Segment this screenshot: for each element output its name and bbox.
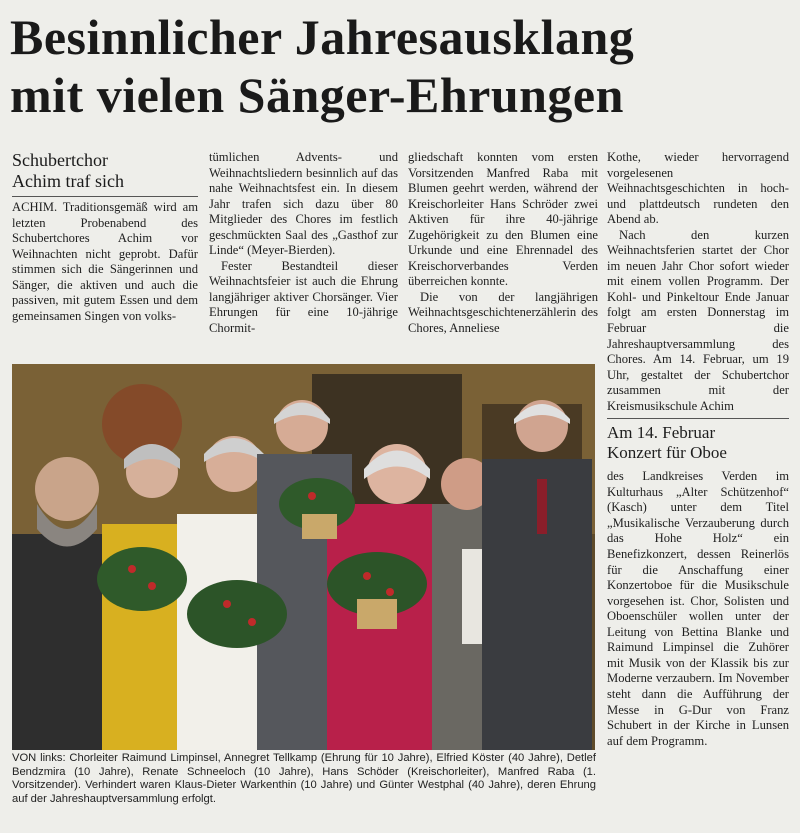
column-3-paragraph-1: gliedschaft konnten vom ersten Vorsitzenden Manfred Raba mit Blumen geehrt werden, während der Kreischorleiter Hans Schröder zwei Aktiven für ihre 40-jährige Zugehörigkeit zu den Blumen eine Urkunde und eine Ehrennadel des Kreischorverbandes Verden überreichen konnte. bbox=[408, 150, 598, 289]
photo-caption: VON links: Chorleiter Raimund Limpinsel, Annegret Tellkamp (Ehrung für 10 Jahre), Elfried Köster (40 Jahre), Detlef Bendzmira (10 Jahre), Renate Schneeloch (10 Jahre), Hans Schöder (Kreischorleiter), Manfred Raba (1. Vorsitzender). Verhindert waren Klaus-Dieter Warkenthin (10 Jahre) und Günter Westphal (40 Jahre), deren Ehrung auf der Jahreshauptversammlung erfolgt. bbox=[12, 752, 596, 805]
group-photo-illustration bbox=[12, 364, 595, 750]
column-1-text: ACHIM. Traditionsgemäß wird am letzten Probenabend des Schubertchores Achim vor Weihnachten nicht geprobt. Dafür stimmen sich die Sängerinnen und Sänger, die aktiven und auch die passiven, mit gutem Essen und dem gemeinsamen Singen von volks- bbox=[12, 200, 198, 323]
concert-subhead bbox=[607, 418, 789, 463]
subhead-rule bbox=[12, 196, 198, 197]
article-subhead bbox=[12, 150, 198, 192]
column-4-paragraph-2: Nach den kurzen Weihnachtsferien startet der Chor im neuen Jahr Chor sofort wieder mit einem vollen Programm. Der Kohl- und Pinkeltour Ende Januar folgt am ersten Donnerstag im Februar die Jahreshauptversammlung des Chores. Am 14. Februar, um 19 Uhr, gestaltet der Schubertchor zusammen mit der Kreismusikschule Achim bbox=[607, 227, 789, 413]
subhead-line-1: Schubertchor bbox=[12, 150, 108, 170]
subhead-line-2: Achim traf sich bbox=[12, 171, 124, 191]
concert-subhead-rule bbox=[607, 418, 789, 419]
column-2-paragraph-2: Fester Bestandteil dieser Weihnachtsfeier ist auch die Ehrung langjähriger aktiver Chorsänger. Vier Ehrungen für eine 10-jährige Chormit- bbox=[209, 258, 398, 336]
column-4-paragraph-1: Kothe, wieder hervorragend vorgelesenen Weihnachtsgeschichten in hoch- und plattdeutsch rundeten den Abend ab. bbox=[607, 150, 789, 227]
column-4 bbox=[607, 150, 789, 749]
column-3 bbox=[408, 150, 598, 337]
headline-line-1: Besinnlicher Jahresausklang bbox=[10, 9, 635, 65]
concert-subhead-line-1: Am 14. Februar bbox=[607, 423, 716, 443]
article-headline bbox=[10, 8, 790, 124]
group-photo bbox=[12, 364, 595, 750]
headline-line-2: mit vielen Sänger-Ehrungen bbox=[10, 67, 624, 123]
column-4-paragraph-3: des Landkreises Verden im Kulturhaus „Alter Schützenhof“ (Kasch) unter dem Titel „Musikalische Verzauberung durch das Hohe Holz“ ein Benefizkonzert, dessen Reinerlös für die Anschaffung einer Konzertoboe für die Musikschule vorgesehen ist. Chor, Solisten und Oboenschüler wollen unter der Leitung von Bettina Blanke und Raimund Limpinsel die Zuhörer mit Musik von der Klassik bis zur Moderne verzaubern. Im November steht dann die Aufführung der Messe in G-Dur von Franz Schubert in der Kirche in Lunsen auf dem Programm. bbox=[607, 469, 789, 748]
column-3-paragraph-2: Die von der langjährigen Weihnachtsgeschichtenerzählerin des Chores, Anneliese bbox=[408, 289, 598, 336]
column-1 bbox=[12, 150, 198, 324]
column-2-paragraph-1: tümlichen Advents- und Weihnachtsliedern besinnlich auf das nahe Weihnachtsfest ein. In diesem Jahr trafen sich dazu über 80 Mitglieder des Chores im festlich geschmückten Saal des „Gasthof zur Linde“ (Meyer-Bierden). bbox=[209, 150, 398, 258]
concert-subhead-line-2: Konzert für Oboe bbox=[607, 443, 727, 463]
column-2 bbox=[209, 150, 398, 337]
